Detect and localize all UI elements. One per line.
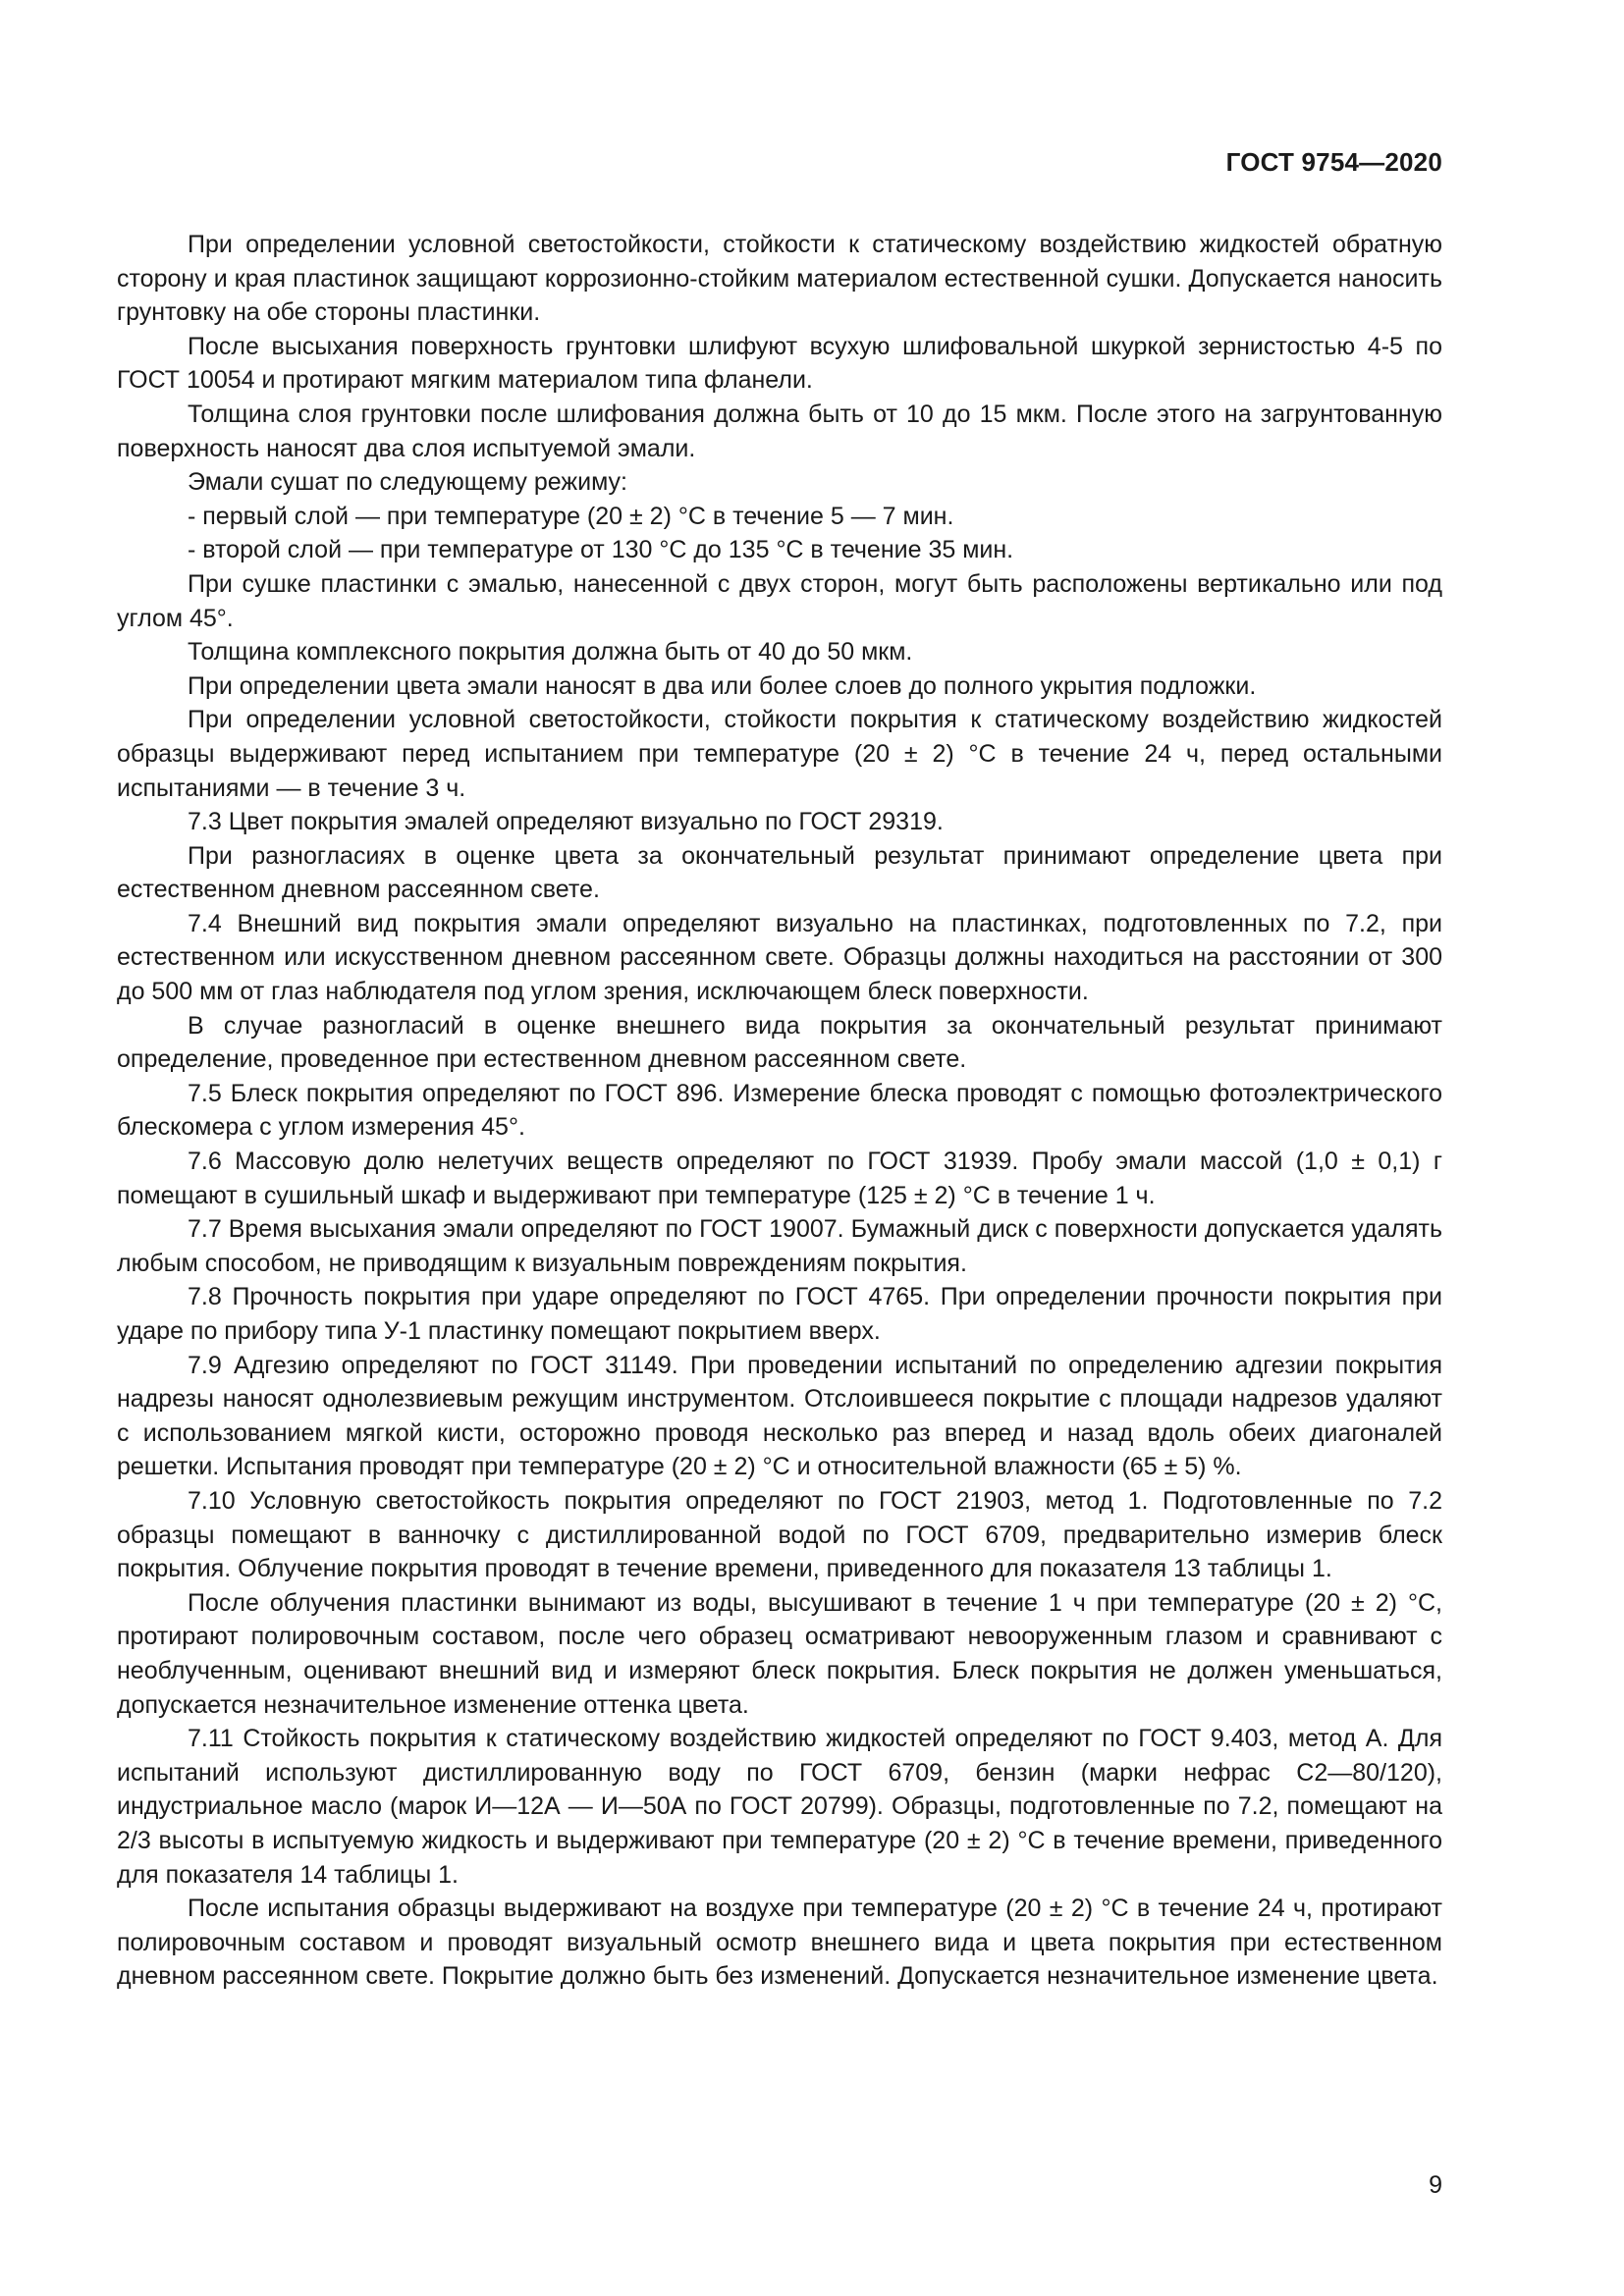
paragraph: После облучения пластинки вынимают из воды, высушивают в течение 1 ч при температуре (20 ± 2) °С, протирают полировочным составом, после чего образец осматривают невооруженным глазом и сравнивают с необлученным, оценивают внешний вид и измеряют блеск покрытия. Блеск покрытия не должен уменьшаться, допускается незначительное изменение оттенка цвета. bbox=[117, 1588, 1442, 1719]
section-7-11: 7.11 Стойкость покрытия к статическому воздействию жидкостей определяют по ГОСТ 9.403, метод А. Для испытаний используют дистиллированную воду по ГОСТ 6709, бензин (марки нефрас С2—80/120), индустриальное масло (марок И—12А — И—50А по ГОСТ 20799). Образцы, подготовленные по 7.2, помещают на 2/3 высоты в испытуемую жидкость и выдерживают при температуре (20 ± 2) °С в течение времени, приведенного для показателя 14 таблицы 1. bbox=[117, 1725, 1442, 1889]
paragraph: При сушке пластинки с эмалью, нанесенной с двух сторон, могут быть расположены вертикально или под углом 45°. bbox=[117, 569, 1442, 632]
paragraph: Толщина комплексного покрытия должна быть от 40 до 50 мкм. bbox=[188, 638, 913, 667]
section-7-8: 7.8 Прочность покрытия при ударе определяют по ГОСТ 4765. При определении прочности покрытия при ударе по прибору типа У-1 пластинку помещают покрытием вверх. bbox=[117, 1283, 1442, 1345]
paragraph: Толщина слоя грунтовки после шлифования должна быть от 10 до 15 мкм. После этого на загрунтованную поверхность наносят два слоя испытуемой эмали. bbox=[117, 400, 1442, 462]
paragraph: При определении условной светостойкости, стойкости покрытия к статическому воздействию жидкостей образцы выдерживают перед испытанием при температуре (20 ± 2) °С в течение 24 ч, перед остальными испытаниями — в течение 3 ч. bbox=[117, 706, 1442, 802]
section-7-10: 7.10 Условную светостойкость покрытия определяют по ГОСТ 21903, метод 1. Подготовленные по 7.2 образцы помещают в ванночку с дистиллированной водой по ГОСТ 6709, предварительно измерив блеск покрытия. Облучение покрытия проводят в течение времени, приведенного для показателя 13 таблицы 1. bbox=[117, 1486, 1442, 1583]
paragraph: После высыхания поверхность грунтовки шлифуют всухую шлифовальной шкуркой зернистостью 4-5 по ГОСТ 10054 и протирают мягким материалом типа фланели. bbox=[117, 332, 1442, 395]
section-7-6: 7.6 Массовую долю нелетучих веществ определяют по ГОСТ 31939. Пробу эмали массой (1,0 ± 0,1) г помещают в сушильный шкаф и выдерживают при температуре (125 ± 2) °С в течение 1 ч. bbox=[117, 1148, 1442, 1209]
page-number: 9 bbox=[1429, 2171, 1442, 2199]
list-item: - второй слой — при температуре от 130 °С до 135 °С в течение 35 мин. bbox=[188, 536, 1014, 564]
section-7-9: 7.9 Адгезию определяют по ГОСТ 31149. При проведении испытаний по определению адгезии покрытия надрезы наносят однолезвиевым режущим инструментом. Отслоившееся покрытие с площади надрезов удаляют с использованием мягкой кисти, осторожно проводя несколько раз вперед и назад вдоль обеих диагоналей решетки. Испытания проводят при температуре (20 ± 2) °С и относительной влажности (65 ± 5) %. bbox=[117, 1351, 1442, 1481]
paragraph: Эмали сушат по следующему режиму: bbox=[188, 468, 627, 497]
paragraph: При определении цвета эмали наносят в два или более слоев до полного укрытия подложки. bbox=[188, 671, 1257, 700]
paragraph: После испытания образцы выдерживают на воздухе при температуре (20 ± 2) °С в течение 24 ч, протирают полировочным составом и проводят визуальный осмотр внешнего вида и цвета покрытия при естественном дневном рассеянном свете. Покрытие должно быть без изменений. Допускается незначительное изменение цвета. bbox=[117, 1895, 1442, 1991]
section-7-7: 7.7 Время высыхания эмали определяют по ГОСТ 19007. Бумажный диск с поверхности допускается удалять любым способом, не приводящим к визуальным повреждениям покрытия. bbox=[117, 1215, 1442, 1277]
list-item: - первый слой — при температуре (20 ± 2) °С в течение 5 — 7 мин. bbox=[188, 502, 954, 530]
section-7-3: 7.3 Цвет покрытия эмалей определяют визуально по ГОСТ 29319. bbox=[188, 808, 944, 836]
paragraph: При определении условной светостойкости, стойкости к статическому воздействию жидкостей обратную сторону и края пластинок защищают коррозионно-стойким материалом естественной сушки. Допускается наносить грунтовку на обе стороны пластинки. bbox=[117, 231, 1442, 327]
paragraph: При разногласиях в оценке цвета за окончательный результат принимают определение цвета при естественном дневном рассеянном свете. bbox=[117, 841, 1442, 904]
standard-header: ГОСТ 9754—2020 bbox=[1225, 147, 1442, 177]
paragraph: В случае разногласий в оценке внешнего вида покрытия за окончательный результат принимают определение, проведенное при естественном дневном рассеянном свете. bbox=[117, 1011, 1442, 1074]
section-7-4: 7.4 Внешний вид покрытия эмали определяют визуально на пластинках, подготовленных по 7.2, при естественном или искусственном дневном рассеянном свете. Образцы должны находиться на расстоянии от 300 до 500 мм от глаз наблюдателя под углом зрения, исключающем блеск поверхности. bbox=[117, 909, 1442, 1006]
body-text bbox=[117, 228, 1442, 1994]
section-7-5: 7.5 Блеск покрытия определяют по ГОСТ 896. Измерение блеска проводят с помощью фотоэлектрического блескомера с углом измерения 45°. bbox=[117, 1079, 1442, 1142]
